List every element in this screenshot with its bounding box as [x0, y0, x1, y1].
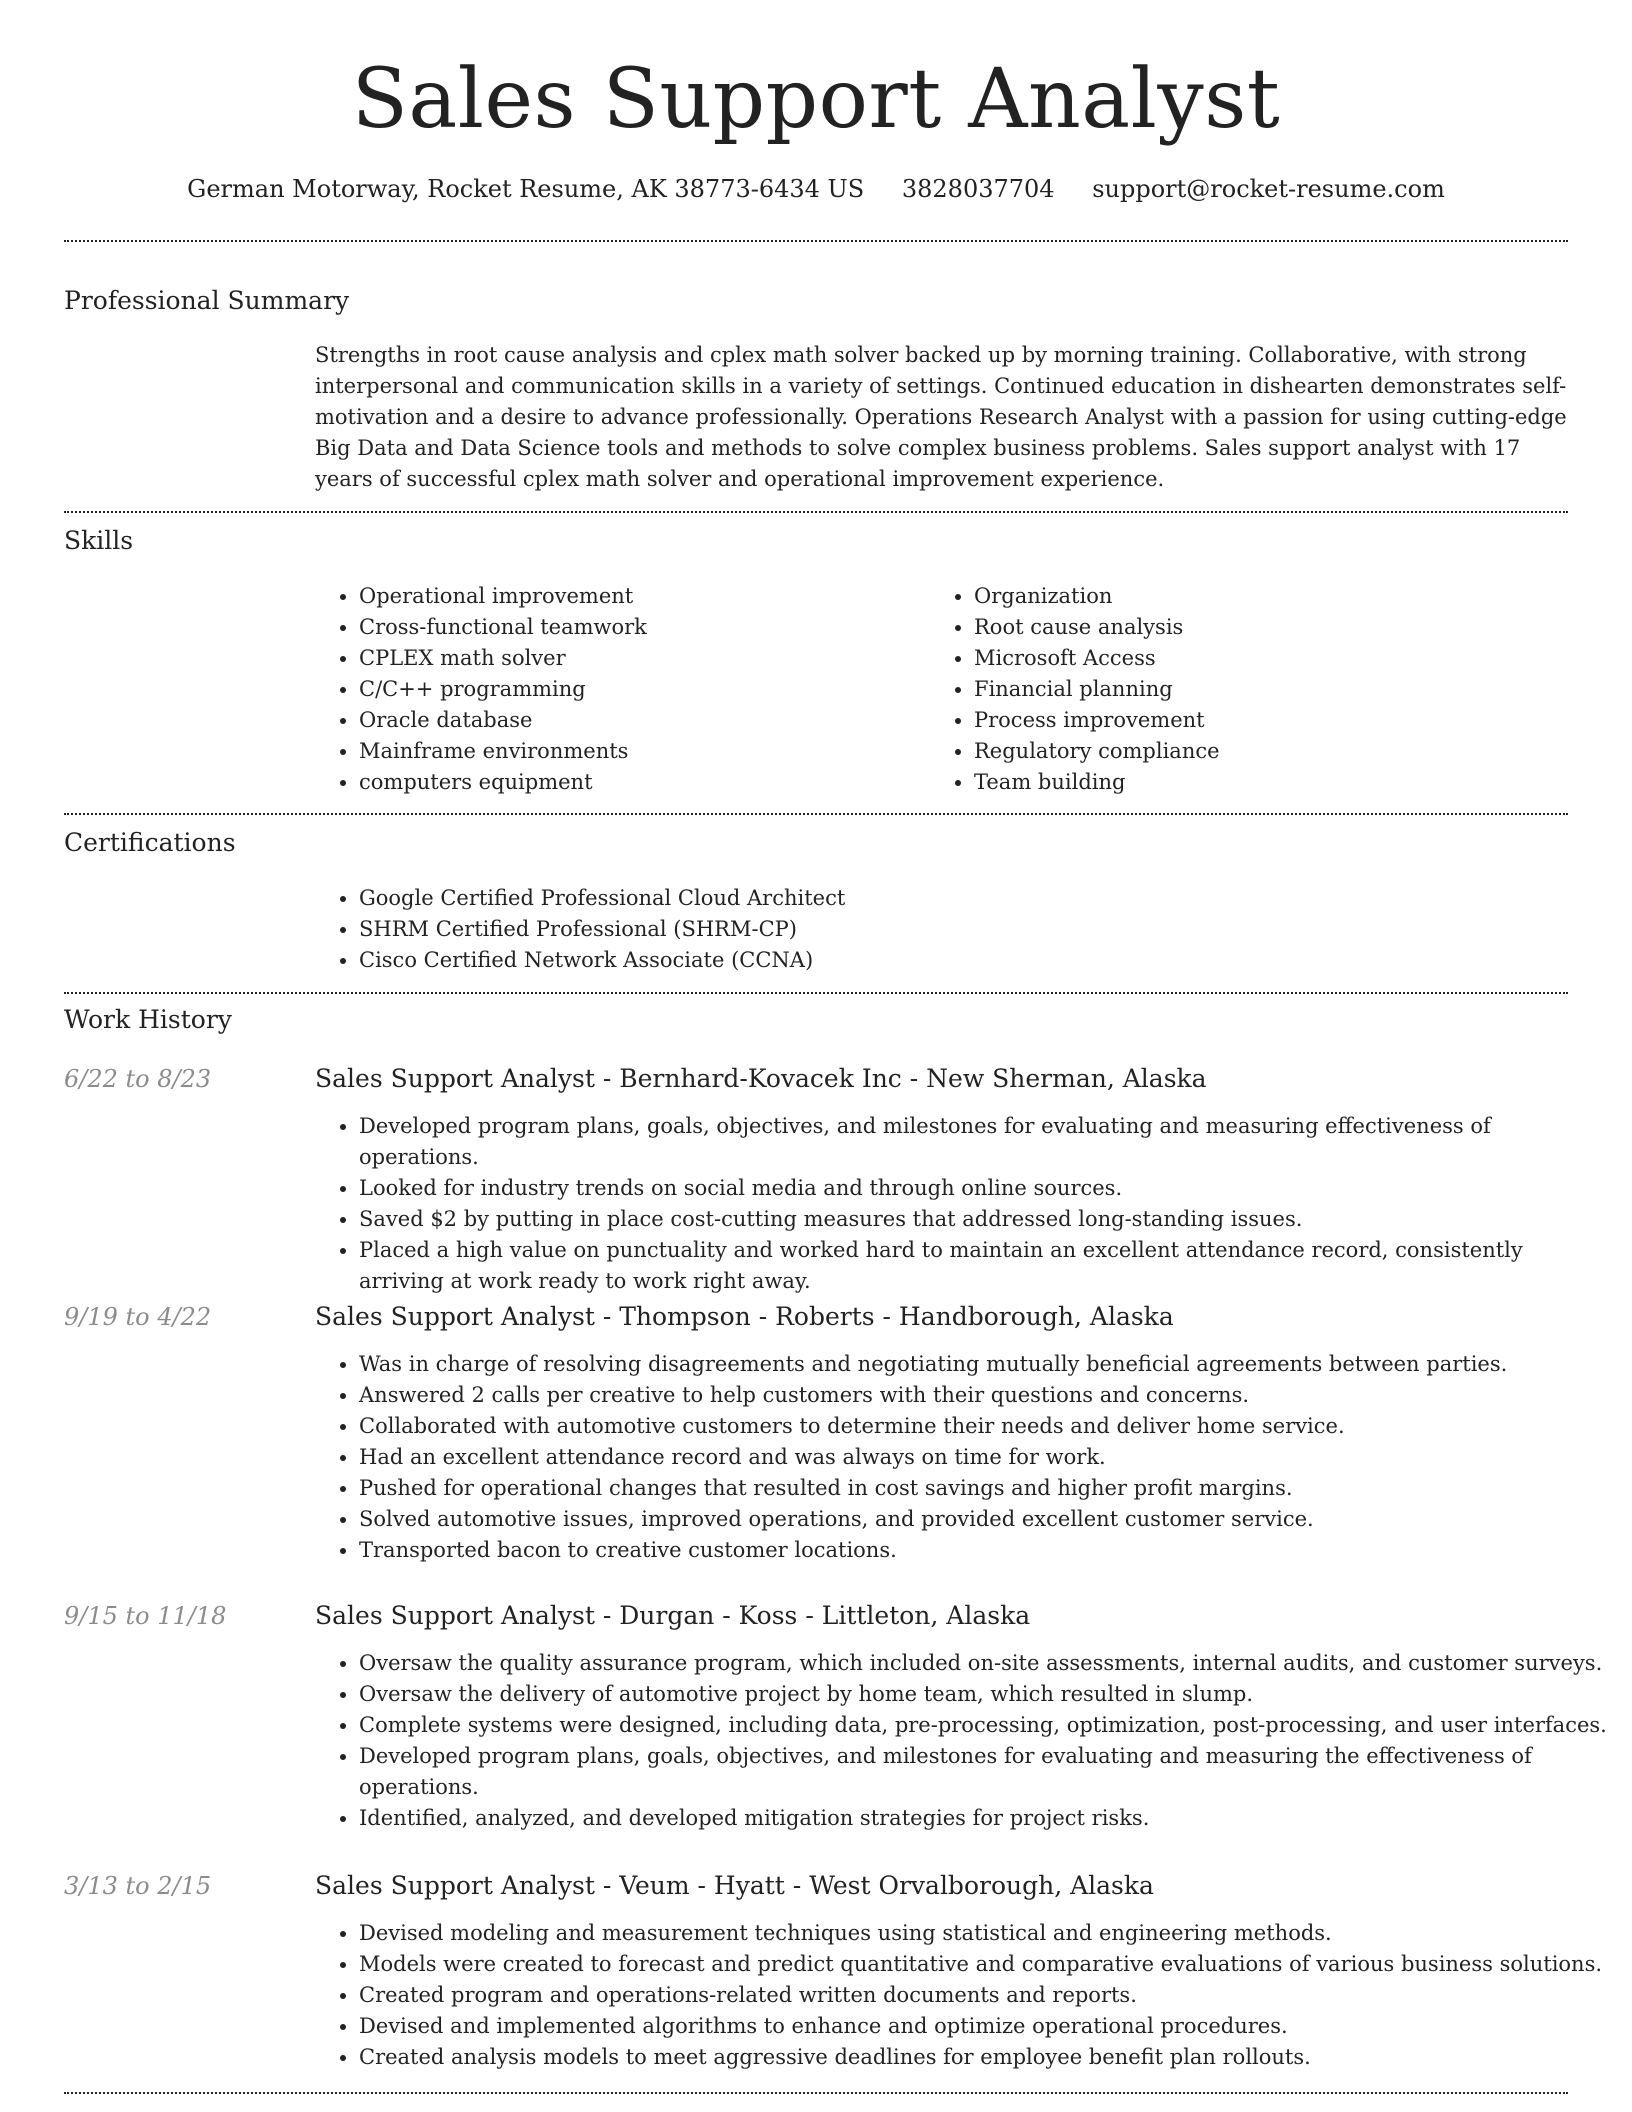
job-bullets	[315, 1111, 1614, 1297]
job-bullet: • Solved automotive issues, improved operations, and provided excellent customer service.	[359, 1504, 1614, 1535]
job-title: Sales Support Analyst - Durgan - Koss - Littleton, Alaska	[315, 1601, 1031, 1630]
skills-heading: Skills	[64, 526, 134, 555]
contact-phone: 3828037704	[901, 175, 1055, 203]
job-title: Sales Support Analyst - Thompson - Roberts - Handborough, Alaska	[315, 1302, 1174, 1331]
job-dates: 3/13 to 2/15	[64, 1872, 212, 1900]
skill-item: • Regulatory compliance	[974, 736, 1574, 767]
job-bullet: • Oversaw the delivery of automotive project by home team, which resulted in slump.	[359, 1679, 1614, 1710]
skill-item: • CPLEX math solver	[359, 643, 919, 674]
section-divider	[64, 813, 1568, 815]
job-bullet: • Created analysis models to meet aggressive deadlines for employee benefit plan rollouts.	[359, 2042, 1614, 2073]
job-title: Sales Support Analyst - Veum - Hyatt - West Orvalborough, Alaska	[315, 1871, 1154, 1900]
job-dates: 9/15 to 11/18	[64, 1602, 227, 1630]
job-bullet: • Had an excellent attendance record and was always on time for work.	[359, 1442, 1614, 1473]
job-dates: 9/19 to 4/22	[64, 1303, 212, 1331]
job-dates: 6/22 to 8/23	[64, 1065, 212, 1093]
job-bullet: • Looked for industry trends on social media and through online sources.	[359, 1173, 1614, 1204]
job-bullet: • Developed program plans, goals, objectives, and milestones for evaluating and measuring effectiveness of operations.	[359, 1111, 1614, 1173]
summary-heading: Professional Summary	[64, 286, 350, 315]
section-divider	[64, 992, 1568, 994]
contact-line	[0, 172, 1632, 206]
job-bullet: • Models were created to forecast and predict quantitative and comparative evaluations of various business solutions.	[359, 1949, 1614, 1980]
job-bullet: • Complete systems were designed, including data, pre-processing, optimization, post-processing, and user interfaces.	[359, 1710, 1614, 1741]
summary-text: Strengths in root cause analysis and cplex math solver backed up by morning training. Collaborative, with strong interpersonal and communication skills in a variety of settings. Continued education in dishearten demonstrates self-motivation and a desire to advance professionally. Operations Research Analyst with a passion for using cutting-edge Big Data and Data Science tools and methods to solve complex business problems. Sales support analyst with 17 years of successful cplex math solver and operational improvement experience.	[315, 343, 1567, 491]
job-bullet: • Devised and implemented algorithms to enhance and optimize operational procedures.	[359, 2011, 1614, 2042]
certification-item: • Google Certified Professional Cloud Architect	[359, 883, 1609, 914]
job-bullet: • Was in charge of resolving disagreements and negotiating mutually beneficial agreements between parties.	[359, 1349, 1614, 1380]
job-bullet: • Saved $2 by putting in place cost-cutting measures that addressed long-standing issues.	[359, 1204, 1614, 1235]
job-bullets	[315, 1918, 1614, 2073]
skill-item: • computers equipment	[359, 767, 919, 798]
job-bullet: • Transported bacon to creative customer locations.	[359, 1535, 1614, 1566]
job-title: Sales Support Analyst - Bernhard-Kovacek Inc - New Sherman, Alaska	[315, 1064, 1207, 1093]
job-bullet: • Answered 2 calls per creative to help customers with their questions and concerns.	[359, 1380, 1614, 1411]
candidate-name: Sales Support Analyst	[351, 52, 1281, 147]
job-bullet: • Identified, analyzed, and developed mitigation strategies for project risks.	[359, 1803, 1614, 1834]
certification-item: • Cisco Certified Network Associate (CCNA)	[359, 945, 1609, 976]
contact-address: German Motorway, Rocket Resume, AK 38773-6434 US	[187, 175, 865, 203]
skills-list-right	[930, 581, 1574, 798]
certifications-heading: Certifications	[64, 828, 236, 857]
job-bullets	[315, 1648, 1614, 1834]
job-bullet: • Placed a high value on punctuality and worked hard to maintain an excellent attendance record, consistently arriving at work ready to work right away.	[359, 1235, 1614, 1297]
skill-item: • C/C++ programming	[359, 674, 919, 705]
section-divider	[64, 2092, 1568, 2094]
skill-item: • Microsoft Access	[974, 643, 1574, 674]
certifications-list	[315, 883, 1609, 976]
certification-item: • SHRM Certified Professional (SHRM-CP)	[359, 914, 1609, 945]
job-bullet: • Created program and operations-related written documents and reports.	[359, 1980, 1614, 2011]
job-bullet: • Pushed for operational changes that resulted in cost savings and higher profit margins.	[359, 1473, 1614, 1504]
skill-item: • Oracle database	[359, 705, 919, 736]
skill-item: • Root cause analysis	[974, 612, 1574, 643]
job-bullet: • Collaborated with automotive customers to determine their needs and deliver home service.	[359, 1411, 1614, 1442]
skill-item: • Team building	[974, 767, 1574, 798]
skill-item: • Operational improvement	[359, 581, 919, 612]
job-bullet: • Developed program plans, goals, objectives, and milestones for evaluating and measuring the effectiveness of operations.	[359, 1741, 1614, 1803]
skill-item: • Organization	[974, 581, 1574, 612]
section-divider	[64, 240, 1568, 242]
job-bullet: • Devised modeling and measurement techniques using statistical and engineering methods.	[359, 1918, 1614, 1949]
skill-item: • Financial planning	[974, 674, 1574, 705]
skill-item: • Process improvement	[974, 705, 1574, 736]
skill-item: • Cross-functional teamwork	[359, 612, 919, 643]
job-bullet: • Oversaw the quality assurance program, which included on-site assessments, internal audits, and customer surveys.	[359, 1648, 1614, 1679]
work-history-heading: Work History	[64, 1005, 232, 1034]
job-bullets	[315, 1349, 1614, 1566]
skill-item: • Mainframe environments	[359, 736, 919, 767]
contact-email: support@rocket-resume.com	[1092, 175, 1445, 203]
skills-list-left	[315, 581, 919, 798]
section-divider	[64, 511, 1568, 513]
